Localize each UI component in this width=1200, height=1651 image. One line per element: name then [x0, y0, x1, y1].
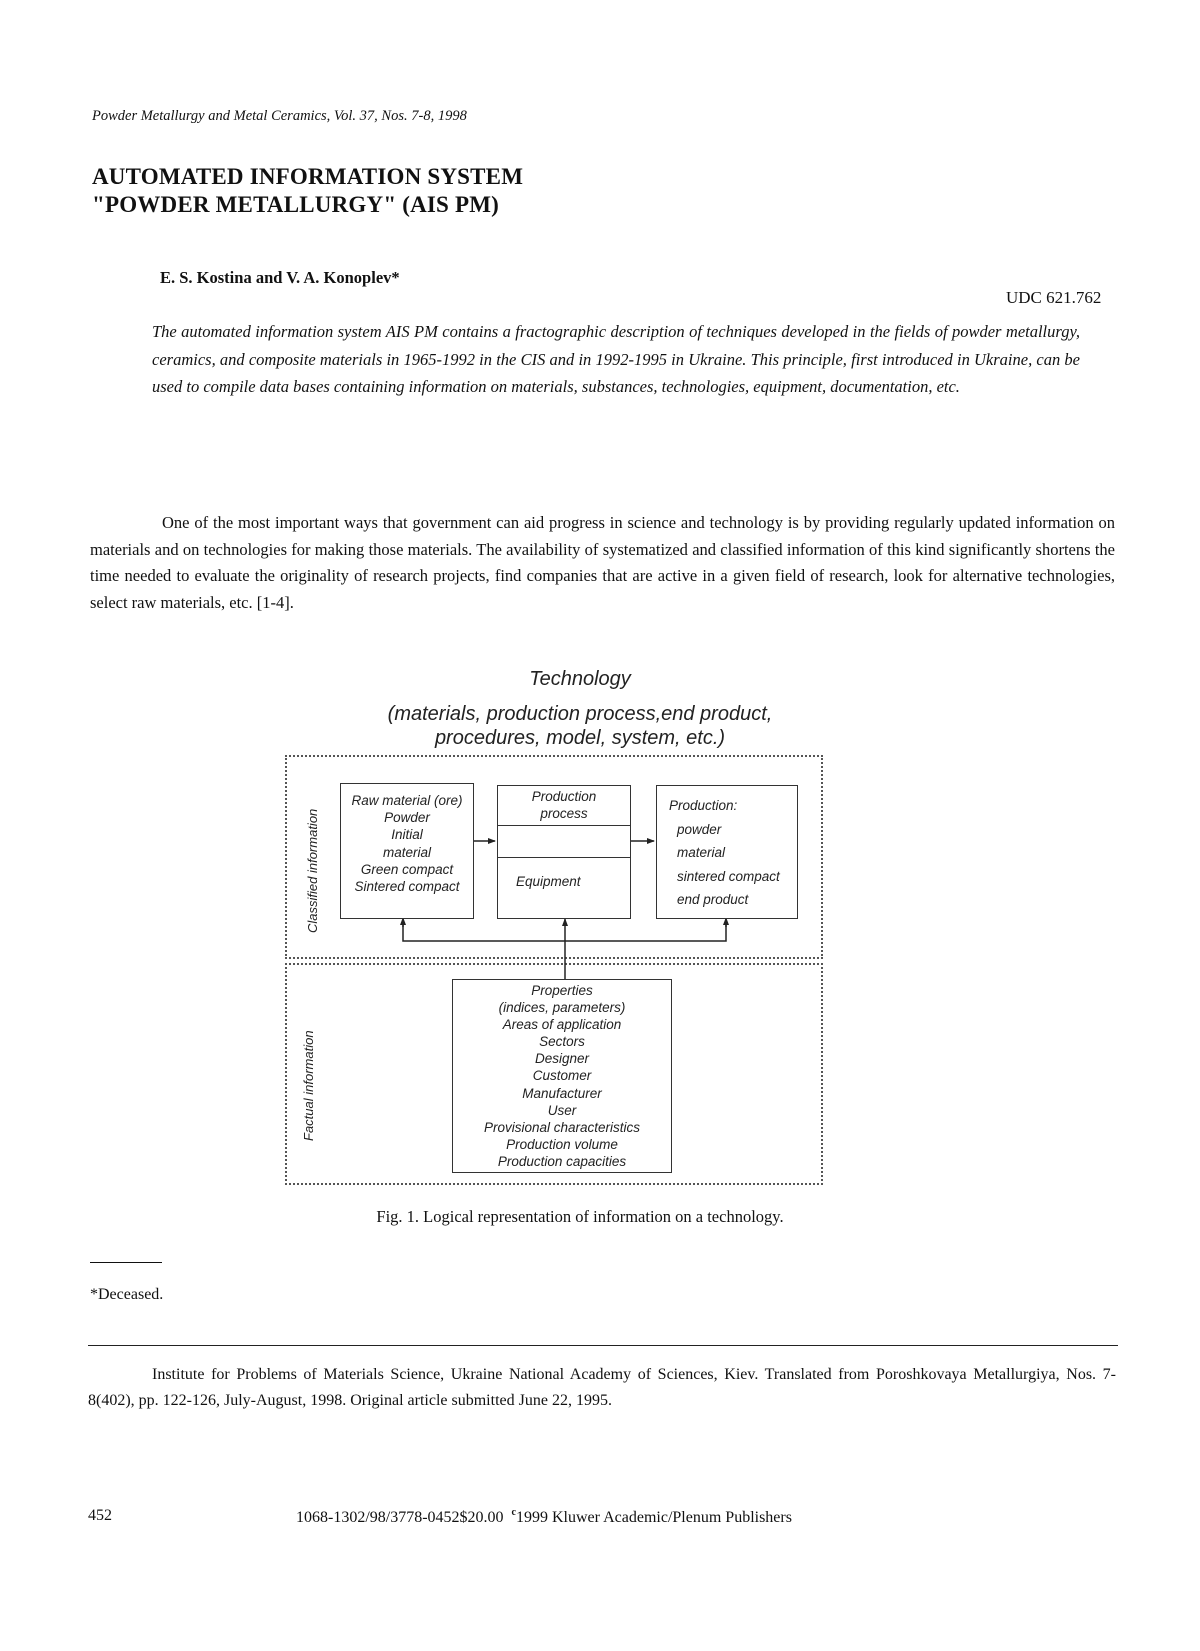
figure-caption [0, 1207, 1200, 1227]
issn-code: 1068-1302/98/3778-0452$20.00 [296, 1509, 504, 1526]
title-line-2: "POWDER METALLURGY" (AIS PM) [92, 192, 500, 217]
title-line-1: AUTOMATED INFORMATION SYSTEM [92, 164, 524, 189]
production-line: powder [677, 821, 722, 837]
figure-caption-text: Fig. 1. Logical representation of information on a technology. [376, 1207, 784, 1226]
footnote: *Deceased. [90, 1286, 164, 1303]
factual-line: (indices, parameters) [498, 1000, 626, 1016]
factual-line: Sectors [539, 1034, 585, 1050]
raw-line: material [382, 844, 431, 860]
footnote-divider [90, 1262, 162, 1263]
diagram-subtitle-line-1: (materials, production process,end product, [387, 703, 773, 725]
process-connector-cell [498, 826, 630, 858]
production-process-label [498, 786, 630, 826]
raw-line: Powder [384, 810, 430, 826]
footer-divider [88, 1345, 1118, 1346]
classified-information-label: Classified information [305, 808, 320, 933]
body-paragraph: One of the most important ways that government can aid progress in science and technology is by providing regularly updated information on materials and on technologies for making those materials. The availability of systematized and classified information of this kind significantly shortens the time needed to evaluate the originality of research projects, find companies that are active in a given field of research, look for alternative technologies, select raw materials, etc. [1-4]. [90, 513, 1115, 612]
factual-line: Customer [532, 1068, 592, 1084]
page-number: 452 [88, 1507, 112, 1524]
diagram-title: Technology [529, 668, 631, 690]
factual-line: Provisional characteristics [483, 1119, 641, 1135]
udc-code: UDC 621.762 [1006, 288, 1102, 307]
factual-line: Areas of application [502, 1017, 622, 1033]
process-line-1: Production [531, 789, 597, 804]
factual-line: User [547, 1102, 577, 1118]
production-process-box [497, 785, 631, 919]
journal-header: Powder Metallurgy and Metal Ceramics, Vol. 37, Nos. 7-8, 1998 [92, 108, 467, 124]
affiliation-note: Institute for Problems of Materials Science, Ukraine National Academy of Sciences, Kiev. Translated from Poroshkovaya Metallurgiya, Nos. 7-8(402), pp. 122-126, July-August, 1998. Original article submitted June 22, 1995. [88, 1366, 1116, 1409]
factual-properties-box [452, 979, 672, 1173]
process-line-2: process [540, 806, 588, 821]
factual-line: Designer [534, 1051, 590, 1067]
production-output-box [656, 785, 798, 919]
article-title [92, 163, 523, 219]
authors: E. S. Kostina and V. A. Konoplev* [160, 268, 400, 287]
production-line: end product [677, 892, 749, 907]
equipment-label: Equipment [516, 874, 581, 889]
factual-information-label: Factual information [301, 1030, 316, 1141]
raw-line: Sintered compact [354, 879, 460, 895]
raw-line: Initial [391, 827, 423, 843]
factual-line: Properties [531, 983, 593, 998]
diagram-subtitle-line-2: procedures, model, system, etc.) [434, 727, 726, 749]
raw-line: Raw material (ore) [351, 793, 463, 808]
production-heading: Production: [669, 798, 738, 813]
issn-copyright-line [296, 1507, 792, 1527]
production-line: sintered compact [677, 868, 780, 884]
copyright-text: 1999 Kluwer Academic/Plenum Publishers [516, 1509, 792, 1526]
raw-material-lines [341, 792, 473, 895]
raw-material-box [340, 783, 474, 919]
figure-diagram [285, 665, 875, 1195]
copyright-icon: c [511, 1507, 516, 1518]
abstract: The automated information system AIS PM contains a fractographic description of techniques developed in the fields of powder metallurgy, ceramics, and composite materials in 1965-1992 in the CIS and in 1992-1995 in Ukraine. This principle, first introduced in Ukraine, can be used to compile data bases containing information on materials, substances, technologies, equipment, documentation, etc. [152, 322, 1080, 396]
factual-line: Production capacities [497, 1153, 627, 1169]
factual-line: Manufacturer [522, 1085, 602, 1101]
factual-lines [453, 982, 671, 1170]
production-line: material [677, 845, 726, 860]
factual-line: Production volume [506, 1136, 618, 1152]
production-lines [669, 794, 797, 912]
raw-line: Green compact [360, 861, 454, 877]
